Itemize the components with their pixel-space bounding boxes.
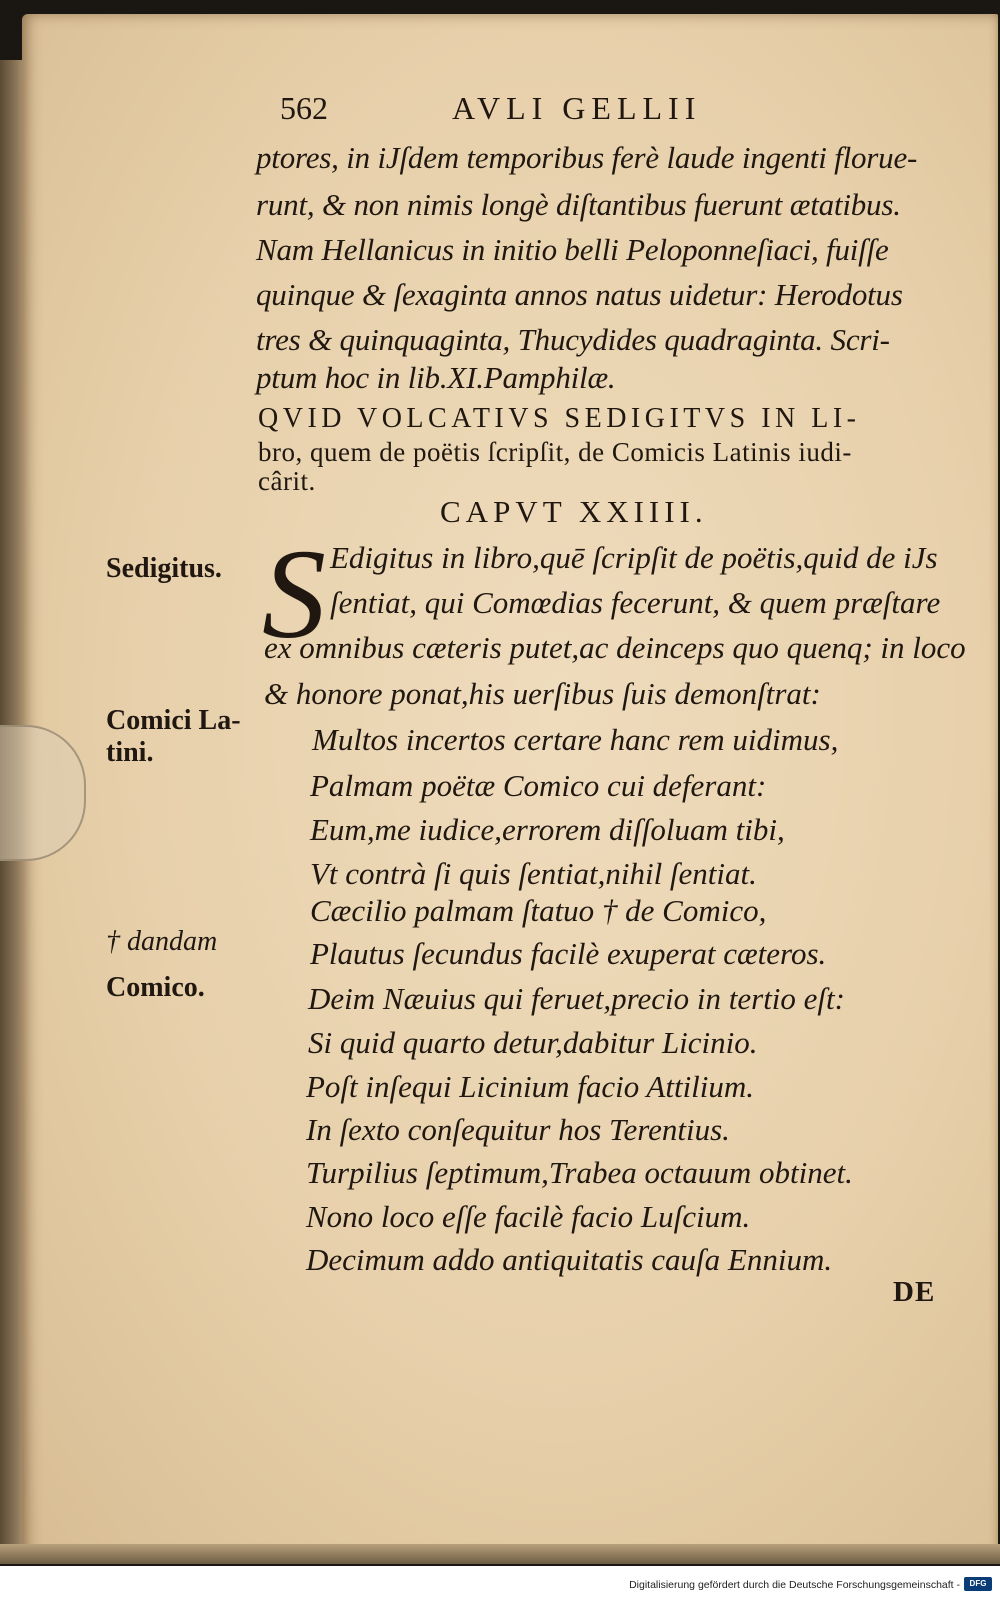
running-head: AVLI GELLII [452, 90, 702, 126]
body-line: runt, & non nimis longè diſtantibus fuerunt ætatibus. [256, 187, 901, 222]
body-line: ptores, in iJſdem temporibus ferè laude ingenti florue- [256, 140, 918, 175]
verse-line: Plautus ſecundus facilè exuperat cæteros. [310, 936, 827, 971]
body-line: ptum hoc in lib.XI.Pamphilæ. [256, 360, 616, 395]
catchword: DE [893, 1276, 936, 1308]
margin-note-dandam: Comico. [106, 972, 205, 1003]
body-line: quinque & ſexaginta annos natus uidetur: Herodotus [256, 277, 903, 312]
body-line: Nam Hellanicus in initio belli Peloponneſiaci, fuiſſe [256, 232, 889, 267]
verse-line: Turpilius ſeptimum,Trabea octauum obtinet. [306, 1155, 853, 1190]
page-number: 562 [280, 90, 328, 126]
intro-line: & honore ponat,his uerſibus ſuis demonſtrat: [264, 676, 821, 711]
verse-line: Palmam poëtæ Comico cui deferant: [310, 768, 767, 803]
verse-line: Nono loco eſſe facilè facio Luſcium. [306, 1199, 751, 1234]
verse-line: In ſexto conſequitur hos Terentius. [306, 1112, 730, 1147]
verse-line: Deim Næuius qui feruet,precio in tertio eſt: [308, 981, 845, 1016]
digitization-credit: Digitalisierung gefördert durch die Deutsche Forschungsgemeinschaft - [629, 1579, 960, 1591]
verse-line: Cæcilio palmam ſtatuo † de Comico, [310, 893, 767, 928]
verse-line: Decimum addo antiquitatis cauſa Ennium. [306, 1242, 833, 1277]
drop-cap: S [262, 523, 326, 665]
body-line: tres & quinquaginta, Thucydides quadraginta. Scri- [256, 322, 890, 357]
verse-line: Eum,me iudice,errorem diſſoluam tibi, [310, 812, 785, 847]
page-bottom-edge [0, 1544, 1000, 1564]
verse-line: Poſt inſequi Licinium facio Attilium. [306, 1069, 755, 1104]
verse-line: Multos incertos certare hanc rem uidimus, [312, 722, 839, 757]
chapter-heading-line: bro, quem de poëtis ſcripſit, de Comicis Latinis iudi- [258, 437, 852, 467]
verse-line: Si quid quarto detur,dabitur Licinio. [308, 1025, 758, 1060]
intro-line: ſentiat, qui Comœdias fecerunt, & quem præſtare [330, 585, 941, 620]
chapter-heading-line: cârit. [258, 466, 316, 496]
margin-note-comici: tini. [106, 737, 154, 768]
margin-note-sedigitus: Sedigitus. [106, 553, 222, 584]
chapter-number: CAPVT XXIIII. [440, 494, 708, 529]
intro-line: ex omnibus cæteris putet,ac deinceps quo quenq; in loco [264, 630, 966, 665]
intro-line: Edigitus in libro,quē ſcripſit de poëtis,quid de iJs [330, 540, 938, 575]
chapter-heading-line: QVID VOLCATIVS SEDIGITVS IN LI- [258, 403, 861, 434]
margin-note-dandam: † dandam [106, 926, 218, 957]
verse-line: Vt contrà ſi quis ſentiat,nihil ſentiat. [310, 856, 757, 891]
margin-note-comici: Comici La- [106, 705, 241, 736]
dfg-logo: DFG [964, 1577, 992, 1591]
